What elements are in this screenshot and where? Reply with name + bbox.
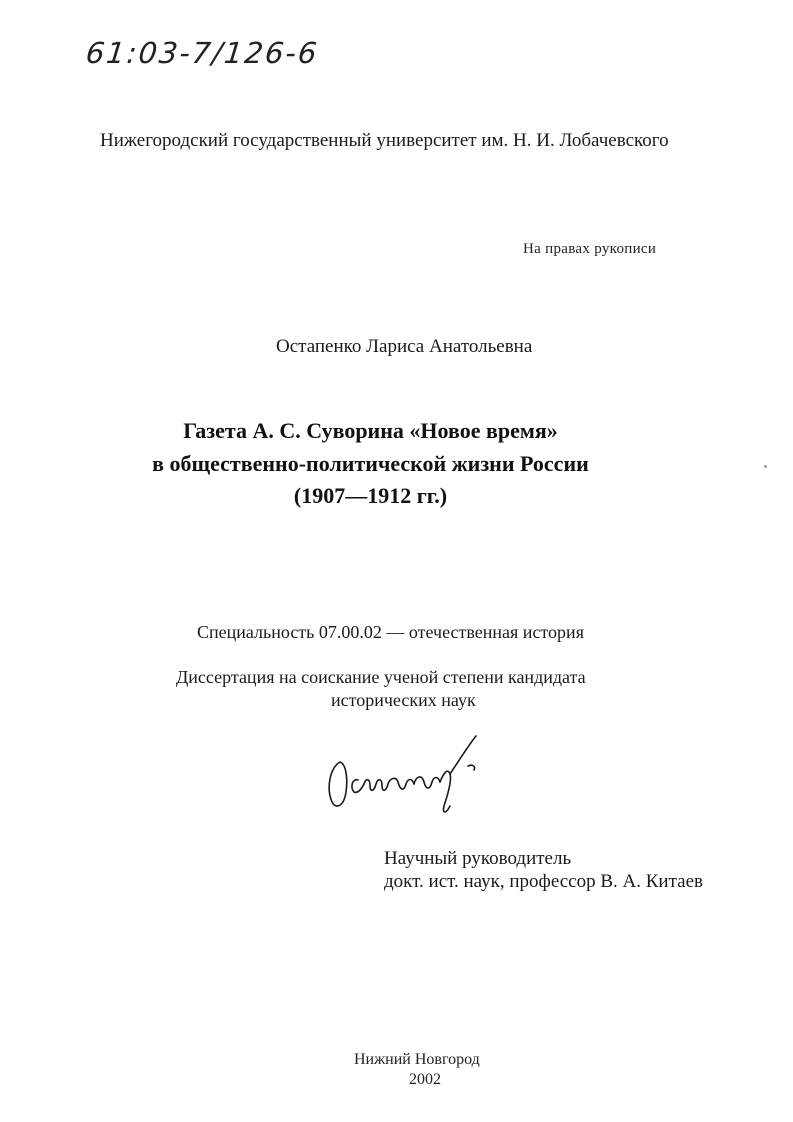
- dissertation-line-2: исторических наук: [331, 690, 476, 710]
- dissertation-line-1: Диссертация на соискание ученой степени кандидата: [176, 667, 586, 687]
- scan-speck: [764, 465, 767, 468]
- title-line-1: Газета А. С. Суворина «Новое время»: [183, 418, 558, 443]
- rights-note: На правах рукописи: [523, 241, 657, 257]
- specialty-line: Специальность 07.00.02 — отечественная история: [197, 622, 584, 642]
- title-line-2: в общественно-политической жизни России: [152, 451, 589, 476]
- supervisor-label: Научный руководитель: [384, 848, 572, 869]
- title-line-3: (1907—1912 гг.): [293, 483, 448, 508]
- archive-code-stamp: 61:03-7/126-6: [84, 36, 321, 70]
- author-name: Остапенко Лариса Анатольевна: [276, 336, 533, 357]
- university-name: Нижегородский государственный университет им. Н. И. Лобачевского: [100, 130, 669, 151]
- city: Нижний Новгород: [354, 1051, 480, 1068]
- supervisor-details: докт. ист. наук, профессор В. А. Китаев: [384, 871, 703, 892]
- year: 2002: [409, 1071, 441, 1088]
- handwritten-signature: [318, 722, 498, 822]
